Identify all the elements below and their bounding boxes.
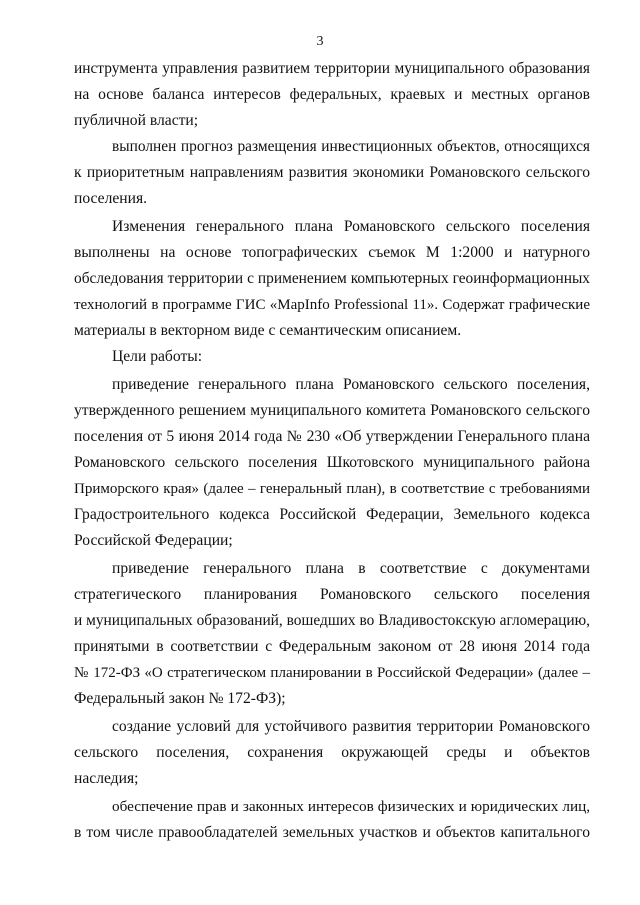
text-line: Цели работы: <box>112 348 203 365</box>
text-line: публичной власти; <box>74 112 199 129</box>
text-line: инструмента управления развитием территории муниципального образования <box>74 60 590 77</box>
text-line: Федеральный закон № 172-ФЗ); <box>74 690 286 707</box>
text-line: в том числе правообладателей земельных участков и объектов капитального <box>74 824 590 841</box>
text-line: поселения. <box>74 190 148 207</box>
text-line: Изменения генерального плана Романовского сельского поселения <box>112 218 590 235</box>
text-line: Градостроительного кодекса Российской Федерации, Земельного кодекса <box>74 506 590 523</box>
page-number: 3 <box>316 34 324 49</box>
text-line: Российской Федерации; <box>74 532 233 549</box>
text-line: Романовского сельского поселения Шкотовского муниципального района <box>74 454 590 471</box>
text-line: и муниципальных образований, вошедших во Владивостокскую агломерацию, <box>74 612 590 629</box>
text-line: создание условий для устойчивого развития территории Романовского <box>112 718 590 735</box>
text-line: технологий в программе ГИС «MapInfo Professional 11». Содержат графические <box>74 297 590 313</box>
text-line: сельского поселения, сохранения окружающей среды и объектов <box>74 744 590 761</box>
text-line: обеспечение прав и законных интересов физических и юридических лиц, <box>112 798 590 815</box>
text-line: приведение генерального плана Романовского сельского поселения, <box>112 376 590 393</box>
text-line: № 172-ФЗ «О стратегическом планировании в Российской Федерации» (далее – <box>74 665 590 681</box>
text-line: наследия; <box>74 770 139 787</box>
text-line: стратегического планирования Романовского сельского поселения <box>74 586 590 603</box>
text-line: к приоритетным направлениям развития экономики Романовского сельского <box>74 164 590 181</box>
text-line: обследования территории с применением компьютерных геоинформационных <box>74 270 590 287</box>
text-line: утвержденного решением муниципального комитета Романовского сельского <box>74 402 590 419</box>
text-line: поселения от 5 июня 2014 года № 230 «Об утверждении Генерального плана <box>74 428 590 445</box>
text-line: выполнен прогноз размещения инвестиционных объектов, относящихся <box>112 138 590 155</box>
text-line: на основе баланса интересов федеральных, краевых и местных органов <box>74 86 590 103</box>
text-line: приведение генерального плана в соответствие с документами <box>112 560 590 577</box>
text-line: принятыми в соответствии с Федеральным законом от 28 июня 2014 года <box>74 638 590 655</box>
text-line: выполнены на основе топографических съемок М 1:2000 и натурного <box>74 244 590 261</box>
text-line: материалы в векторном виде с семантическим описанием. <box>74 322 462 339</box>
text-line: Приморского края» (далее – генеральный план), в соответствие с требованиями <box>74 481 590 497</box>
